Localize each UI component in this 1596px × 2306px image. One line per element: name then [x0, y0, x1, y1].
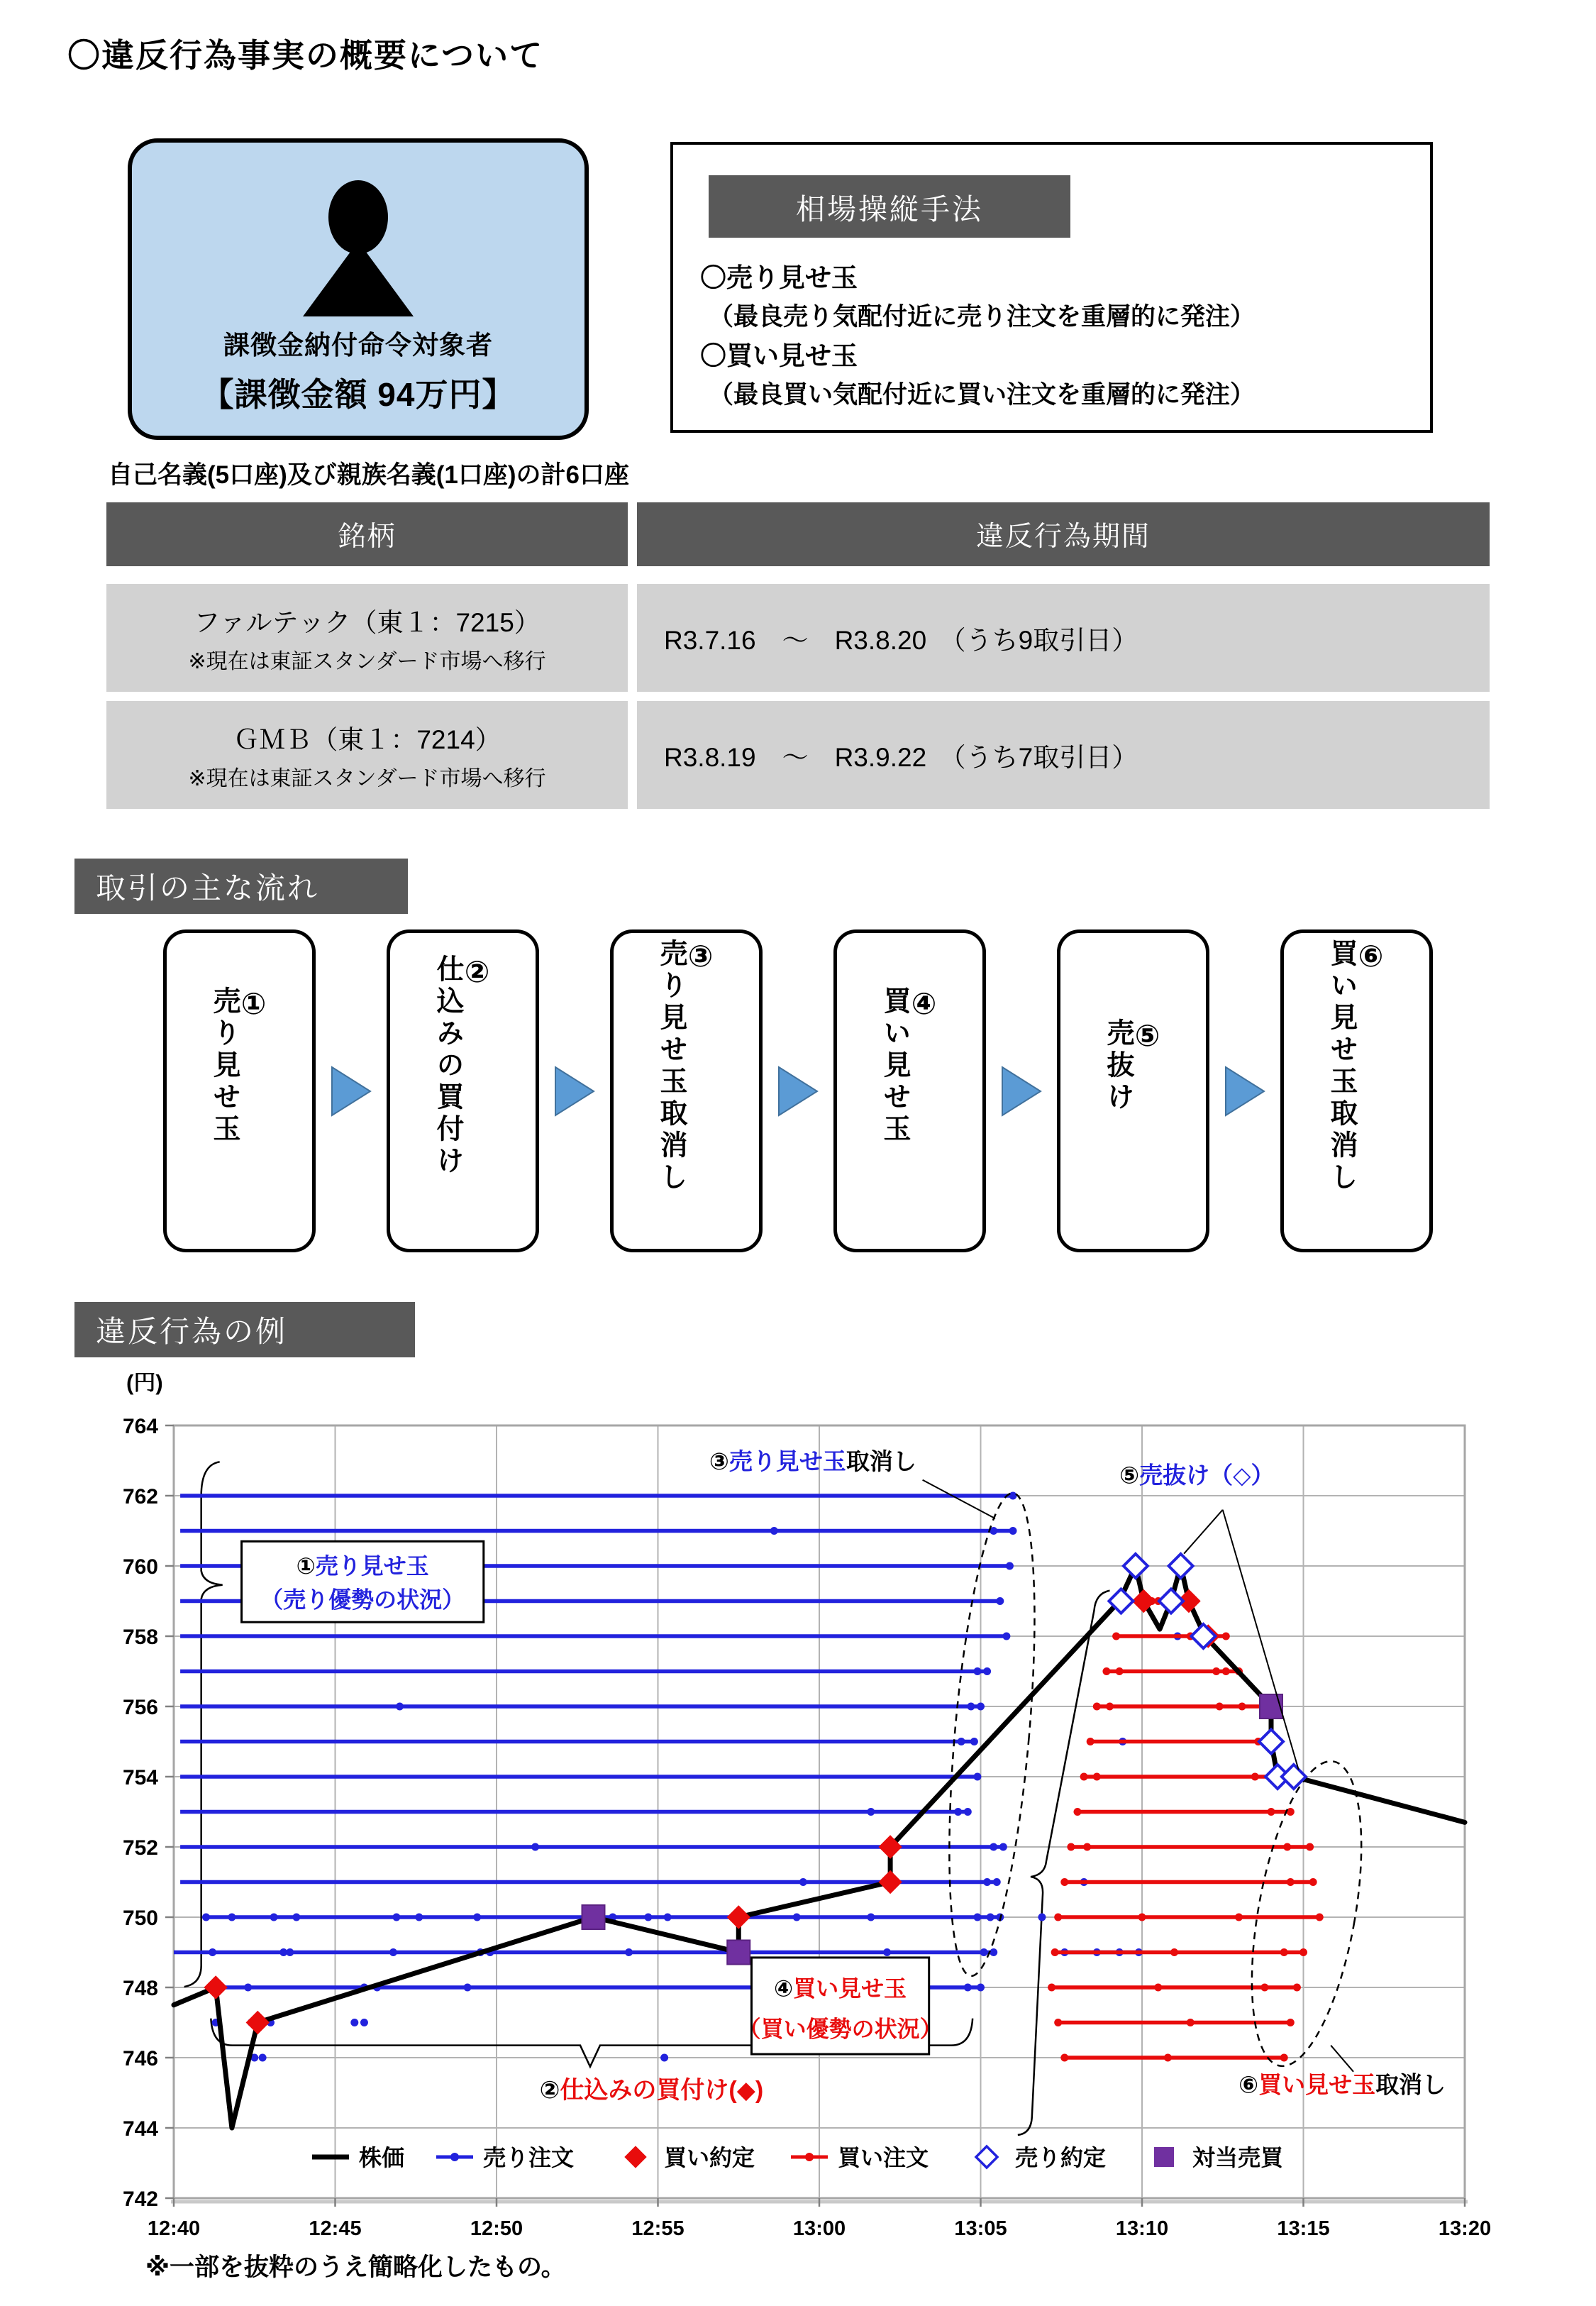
annotation-buy-mise-line1: ④買い見せ玉	[774, 1975, 907, 2002]
buy-order-dot	[1067, 1843, 1075, 1851]
buy-order-dot	[1268, 1808, 1275, 1816]
method-items	[700, 258, 1409, 414]
sell-order-dot	[977, 1984, 985, 1992]
legend-label: 売り約定	[1015, 2145, 1107, 2170]
sell-order-dot	[286, 1948, 294, 1956]
method-panel	[670, 142, 1433, 433]
sell-order-dot	[244, 1984, 252, 1992]
sell-order-dot	[389, 1948, 397, 1956]
buy-order-dot	[1251, 1773, 1259, 1781]
sell-order-dot	[799, 1878, 807, 1886]
flow-step-1	[163, 929, 316, 1252]
buy-order-dot	[1306, 1843, 1314, 1851]
example-section-header: 違反行為の例	[74, 1302, 415, 1357]
y-axis-label: 748	[122, 1977, 158, 2000]
annotation-sellout-label: ⑤売抜け（◇）	[1119, 1462, 1275, 1489]
sell-order-dot	[964, 1808, 972, 1816]
legend-label: 株価	[359, 2145, 405, 2170]
sell-exec-diamond	[1169, 1554, 1193, 1578]
y-axis-label: 756	[122, 1696, 158, 1719]
table-header-period: 違反行為期間	[637, 502, 1490, 566]
buy-exec-diamond	[204, 1976, 227, 1999]
buy-order-dot	[1299, 1948, 1307, 1956]
flow-arrow-icon	[1209, 1063, 1280, 1120]
y-axis-unit-label: (円)	[126, 1373, 163, 1395]
sell-order-dot	[973, 1773, 981, 1781]
sell-order-dot	[1006, 1562, 1014, 1570]
annotation-sellout-leader	[1184, 1510, 1223, 1554]
method-item-desc-2: （最良買い気配付近に買い注文を重層的に発注）	[709, 381, 1256, 409]
buy-order-dot	[1116, 1667, 1124, 1675]
sell-order-dot	[660, 2054, 668, 2062]
chart-svg	[106, 1373, 1518, 2295]
sell-order-dot	[954, 1808, 962, 1816]
annotation-cancel-sell-label: ③売り見せ玉取消し	[709, 1447, 916, 1474]
sell-order-dot	[270, 1914, 278, 1921]
method-item-desc-1: （最良売り気配付近に売り注文を重層的に発注）	[709, 303, 1256, 331]
brand-note: ※現在は東証スタンダード市場へ移行	[188, 650, 546, 673]
buy-order-dot	[1060, 1878, 1068, 1886]
flow-arrow-icon	[539, 1063, 610, 1120]
y-axis-label: 760	[122, 1555, 158, 1579]
sell-order-dot	[1009, 1527, 1017, 1535]
sell-order-dot	[259, 2054, 267, 2062]
flow-step-5	[1057, 929, 1209, 1252]
table-row-1-period: R3.7.16 ～ R3.8.20 （うち9取引日）	[637, 584, 1490, 692]
cross-trade-square	[1260, 1694, 1282, 1719]
annotation-sellout-leader	[1223, 1510, 1299, 1770]
flow-arrow-icon	[986, 1063, 1057, 1120]
bottom-note: ※一部を抜粋のうえ簡略化したもの。	[145, 2253, 566, 2281]
legend-buyexec-diamond	[625, 2146, 646, 2168]
sell-exec-diamond	[1259, 1730, 1283, 1754]
sell-order-dot	[970, 1738, 978, 1745]
sell-exec-diamond	[1159, 1589, 1183, 1613]
brace-buy-orders	[1018, 1591, 1110, 2135]
buy-order-dot	[1222, 1633, 1230, 1640]
buy-order-dot	[1074, 1808, 1082, 1816]
legend-cross-square	[1154, 2147, 1174, 2167]
legend-sellorder-dot	[450, 2153, 459, 2161]
violation-example-chart	[106, 1373, 1518, 2295]
legend-label: 対当売買	[1192, 2145, 1284, 2170]
buy-order-dot	[1154, 1984, 1162, 1992]
buy-order-dot	[1235, 1914, 1243, 1921]
x-axis-label: 13:15	[1277, 2217, 1330, 2240]
buy-order-dot	[1106, 1703, 1114, 1711]
flow-step-label: ① 売り見せ玉	[209, 986, 270, 1146]
cancel-buy-ellipse	[1232, 1753, 1381, 2075]
sell-order-dot	[664, 1914, 672, 1921]
flow-step-3	[610, 929, 763, 1252]
page-title: 〇違反行為事実の概要について	[67, 37, 544, 74]
flow-section-header: 取引の主な流れ	[74, 859, 408, 914]
sell-exec-diamond	[1124, 1554, 1148, 1578]
sell-order-dot	[531, 1843, 539, 1851]
sell-order-dot	[625, 1948, 633, 1956]
legend-label: 売り注文	[483, 2145, 575, 2170]
cross-trade-square	[727, 1941, 750, 1965]
flow-steps	[163, 929, 1433, 1252]
buy-order-dot	[1287, 1808, 1295, 1816]
sell-exec-diamond	[1282, 1765, 1306, 1789]
buy-order-dot	[1260, 1984, 1268, 1992]
annotation-accumulation-label: ②仕込みの買付け(◆)	[539, 2076, 764, 2104]
buy-order-dot	[1112, 1633, 1120, 1640]
cross-trade-square	[582, 1905, 605, 1929]
sell-order-dot	[993, 1878, 1001, 1886]
sell-order-dot	[983, 1878, 991, 1886]
buy-order-dot	[1280, 2054, 1288, 2062]
sell-order-dot	[990, 1948, 997, 1956]
subject-card	[128, 138, 589, 440]
brand-name: ＧＭＢ（東１：7214）	[233, 725, 501, 754]
method-item-title-1: 〇売り見せ玉	[700, 263, 858, 292]
legend-item-buyorder	[791, 2145, 929, 2170]
buy-order-dot	[1102, 1667, 1110, 1675]
sell-order-dot	[883, 1948, 891, 1956]
sell-order-dot	[999, 1843, 1007, 1851]
x-axis-label: 13:00	[792, 2217, 846, 2240]
buy-exec-diamond	[879, 1871, 902, 1894]
sell-order-dot	[867, 1914, 875, 1921]
x-axis-label: 12:45	[309, 2217, 362, 2240]
brand-note: ※現在は東証スタンダード市場へ移行	[188, 767, 546, 790]
brace-sell-orders	[184, 1462, 223, 1987]
method-panel-header: 相場操縦手法	[709, 175, 1070, 238]
sell-order-dot	[990, 1843, 997, 1851]
sell-order-dot	[350, 2019, 358, 2026]
legend-sellexec-diamond	[976, 2146, 997, 2168]
flow-step-label: ⑥ 買い見せ玉取消し	[1326, 938, 1387, 1194]
sell-order-dot	[973, 1914, 981, 1921]
buy-order-dot	[1087, 1738, 1095, 1745]
x-axis-label: 13:05	[954, 2217, 1007, 2240]
y-axis-label: 762	[122, 1485, 158, 1508]
table-row-2-period: R3.8.19 ～ R3.9.22 （うち7取引日）	[637, 701, 1490, 809]
buy-order-dot	[1138, 1914, 1146, 1921]
sell-order-dot	[958, 1738, 965, 1745]
buy-order-dot	[1280, 1948, 1288, 1956]
flow-step-2	[387, 929, 539, 1252]
sell-order-dot	[209, 1948, 216, 1956]
sell-order-dot	[793, 1914, 801, 1921]
y-axis-label: 746	[122, 2047, 158, 2070]
x-axis-label: 12:50	[470, 2217, 523, 2240]
sell-order-dot	[973, 1667, 981, 1675]
x-axis-label: 13:20	[1438, 2217, 1492, 2240]
legend-label: 買い約定	[664, 2145, 755, 2170]
sell-order-dot	[392, 1914, 400, 1921]
sell-order-dot	[967, 1703, 975, 1711]
legend-item-sellorder	[436, 2145, 574, 2170]
flow-step-4	[833, 929, 986, 1252]
x-axis-label: 13:10	[1115, 2217, 1169, 2240]
sell-order-dot	[977, 1703, 985, 1711]
flow-step-label: ② 仕込みの買付け	[433, 954, 494, 1178]
buy-order-dot	[1238, 1703, 1246, 1711]
flow-step-label: ④ 買い見せ玉	[880, 986, 941, 1146]
y-axis-label: 750	[122, 1907, 158, 1930]
y-axis-label: 742	[122, 2188, 158, 2211]
sell-order-dot	[396, 1703, 404, 1711]
table-header-brand: 銘柄	[106, 502, 628, 566]
buy-order-dot	[1222, 1667, 1230, 1675]
annotation-sell-mise-line1: ①売り見せ玉	[296, 1552, 429, 1579]
buy-order-dot	[1054, 1914, 1062, 1921]
legend-item-cross	[1154, 2145, 1285, 2170]
annotation-cancel-buy-leader	[1331, 2046, 1353, 2072]
buy-order-dot	[1283, 1843, 1291, 1851]
penalty-amount: 【課徴金額 94万円】	[201, 376, 516, 413]
sell-order-dot	[228, 1914, 235, 1921]
buy-order-dot	[1093, 1773, 1101, 1781]
buy-order-dot	[1287, 1878, 1295, 1886]
buy-order-dot	[1060, 2054, 1068, 2062]
sell-order-dot	[987, 1914, 994, 1921]
sell-order-dot	[292, 1914, 300, 1921]
buy-order-dot	[1080, 1773, 1088, 1781]
legend-label: 買い注文	[838, 2145, 929, 2170]
sell-order-dot	[770, 1527, 778, 1535]
table-row-2-brand	[106, 701, 628, 809]
sell-order-dot	[1038, 1914, 1046, 1921]
buy-order-dot	[1083, 1843, 1091, 1851]
subject-card-label: 課徴金納付命令対象者	[223, 331, 493, 360]
sell-order-dot	[964, 1984, 972, 1992]
y-axis-label: 758	[122, 1626, 158, 1649]
brand-name: ファルテック（東１：7215）	[194, 608, 541, 637]
buy-order-dot	[1293, 1984, 1301, 1992]
sell-order-dot	[360, 2019, 368, 2026]
accounts-line: 自己名義(5口座)及び親族名義(1口座)の計6口座	[108, 461, 630, 489]
buy-exec-diamond	[246, 2012, 269, 2034]
buy-order-dot	[1170, 1948, 1178, 1956]
buy-exec-diamond	[1132, 1590, 1155, 1613]
sell-order-dot	[202, 1914, 210, 1921]
buy-exec-diamond	[727, 1906, 750, 1929]
buy-order-dot	[1164, 2054, 1172, 2062]
buy-order-dot	[1212, 1667, 1220, 1675]
buy-order-dot	[1309, 1878, 1317, 1886]
y-axis-label: 752	[122, 1836, 158, 1860]
method-item-title-2: 〇買い見せ玉	[700, 341, 858, 370]
sell-order-dot	[867, 1808, 875, 1816]
buy-order-dot	[1216, 1703, 1224, 1711]
flow-step-label: ⑤ 売抜け	[1103, 1018, 1164, 1114]
annotation-cancel-sell-leader	[923, 1480, 995, 1518]
plot-area	[165, 1425, 1468, 2207]
y-axis-label: 754	[122, 1766, 158, 1789]
annotation-sell-mise-line2: （売り優勢の状況）	[260, 1587, 465, 1613]
legend-buyorder-dot	[805, 2153, 814, 2161]
annotation-buy-mise-line2: （買い優勢の状況）	[738, 2016, 943, 2042]
sell-order-dot	[464, 1984, 472, 1992]
x-axis-label: 12:55	[631, 2217, 685, 2240]
sell-order-dot	[644, 1914, 652, 1921]
sell-order-dot	[996, 1597, 1004, 1605]
flow-step-label: ③ 売り見せ玉取消し	[656, 938, 717, 1194]
buy-order-dot	[1054, 2019, 1062, 2026]
buy-order-dot	[1051, 1948, 1059, 1956]
sell-order-dot	[415, 1914, 423, 1921]
flow-arrow-icon	[316, 1063, 387, 1120]
x-axis-label: 12:40	[147, 2217, 201, 2240]
legend-item-sellexec	[976, 2145, 1106, 2170]
flow-arrow-icon	[763, 1063, 833, 1120]
buy-order-dot	[1048, 1984, 1055, 1992]
y-axis-label: 744	[122, 2117, 158, 2141]
buy-order-dot	[1187, 2019, 1195, 2026]
y-axis-label: 764	[122, 1415, 158, 1438]
legend-item-buyexec	[625, 2145, 755, 2170]
annotation-cancel-buy-label: ⑥買い見せ玉取消し	[1238, 2071, 1446, 2098]
flow-step-6	[1280, 929, 1433, 1252]
person-icon	[277, 170, 440, 333]
sell-order-dot	[473, 1914, 481, 1921]
buy-order-dot	[1316, 1914, 1324, 1921]
sell-order-dot	[1002, 1633, 1010, 1640]
buy-order-dot	[1093, 1703, 1101, 1711]
legend-item-price	[312, 2145, 404, 2170]
sell-order-dot	[983, 1667, 991, 1675]
table-row-1-brand	[106, 584, 628, 692]
buy-order-dot	[1287, 2019, 1295, 2026]
sell-order-dot	[980, 1948, 988, 1956]
